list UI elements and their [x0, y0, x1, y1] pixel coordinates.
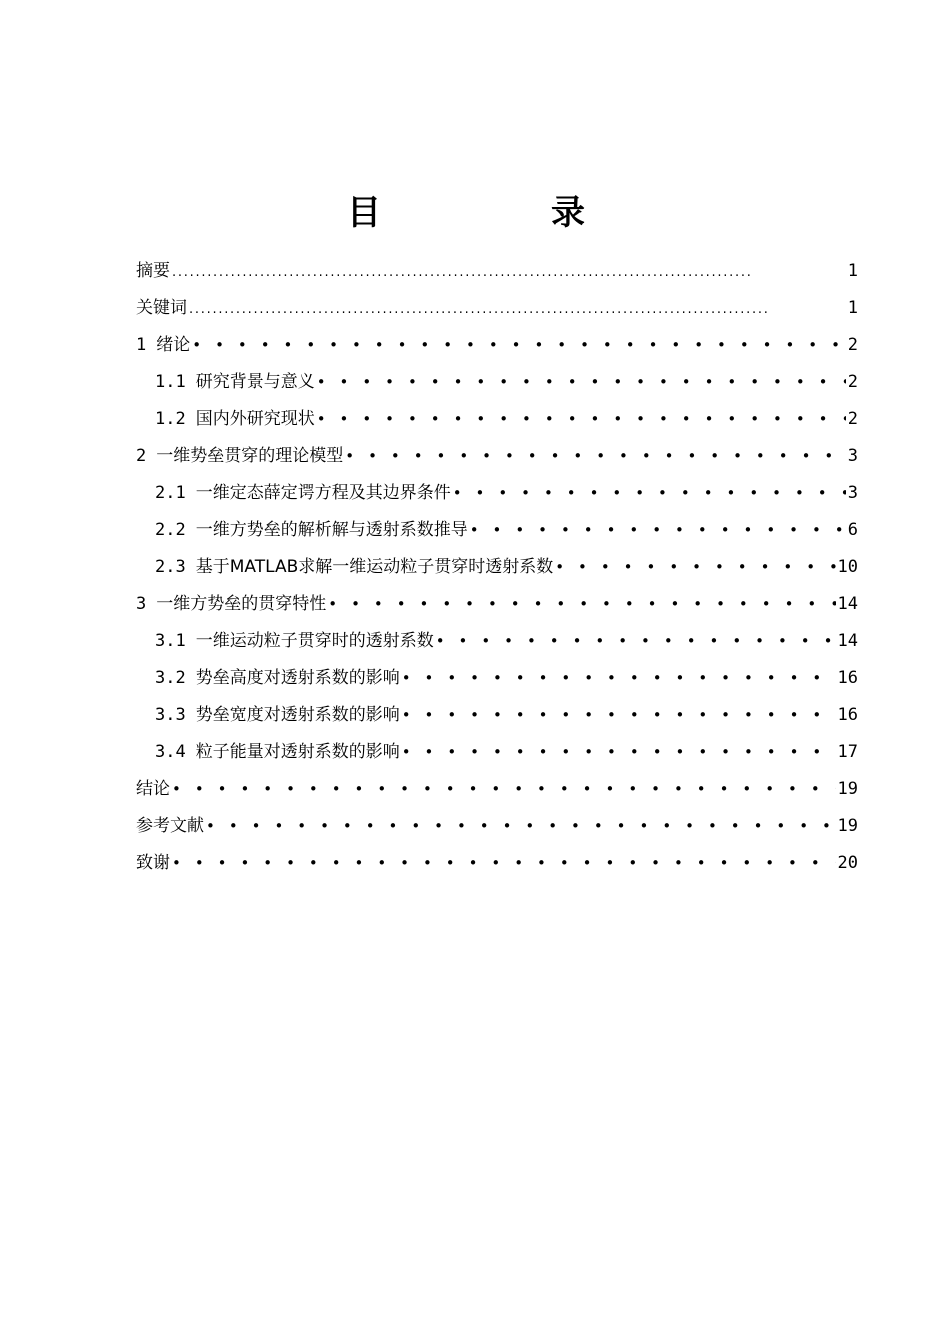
- toc-entry-title: 基于MATLAB求解一维运动粒子贯穿时透射系数: [195, 557, 554, 577]
- toc-entry-number: 2: [136, 446, 147, 466]
- toc-dot-leader: [436, 623, 836, 660]
- toc-entry-number: 2.1: [155, 483, 186, 503]
- toc-dot-leader: [172, 845, 836, 882]
- toc-entry[interactable]: [136, 734, 858, 771]
- toc-dot-leader: [345, 438, 846, 475]
- toc-entry-number: 1: [136, 335, 147, 355]
- toc-entry[interactable]: [136, 438, 858, 475]
- toc-dot-leader: [453, 475, 846, 512]
- toc-entry-number: 2.2: [155, 520, 186, 540]
- toc-page-number: 19: [837, 816, 858, 836]
- toc-entry-title: 一维运动粒子贯穿时的透射系数: [195, 631, 434, 651]
- toc-entry-title: 一维势垒贯穿的理论模型: [156, 446, 344, 466]
- toc-page-number: 3: [847, 446, 858, 466]
- toc-entry-title: 关键词: [136, 298, 187, 318]
- toc-dot-leader: [206, 808, 836, 845]
- toc-entry-title: 势垒高度对透射系数的影响: [195, 668, 400, 688]
- toc-entry-number: 3: [136, 594, 147, 614]
- toc-page-number: 1: [847, 261, 858, 281]
- toc-page-number: 16: [837, 705, 858, 725]
- toc-entry-title: 粒子能量对透射系数的影响: [195, 742, 400, 762]
- toc-entry[interactable]: [136, 512, 858, 549]
- toc-dot-leader: [402, 734, 836, 771]
- toc-page-number: 2: [847, 372, 858, 392]
- toc-entry[interactable]: [136, 845, 858, 882]
- toc-page-number: 14: [837, 594, 858, 614]
- toc-page-number: 10: [837, 557, 858, 577]
- toc-page-number: 17: [837, 742, 858, 762]
- toc-entry[interactable]: [136, 697, 858, 734]
- toc-entry-number: 3.4: [155, 742, 186, 762]
- toc-dot-leader: [470, 512, 846, 549]
- toc-page-number: 1: [847, 298, 858, 318]
- toc-entry[interactable]: [136, 549, 858, 586]
- toc-dot-leader: [189, 290, 846, 328]
- toc-entry[interactable]: [136, 327, 858, 364]
- toc-entry-title: 绪论: [156, 335, 191, 355]
- toc-entry-title: 研究背景与意义: [195, 372, 315, 392]
- toc-dot-leader: [555, 549, 835, 586]
- toc-dot-leader: [192, 327, 846, 364]
- toc-entry-number: 3.2: [155, 668, 186, 688]
- toc-page-number: 3: [847, 483, 858, 503]
- toc-page-number: 2: [847, 335, 858, 355]
- toc-entry-number: 3.3: [155, 705, 186, 725]
- toc-entry-number: 2.3: [155, 557, 186, 577]
- toc-page-number: 16: [837, 668, 858, 688]
- toc-entry-title: 一维方势垒的贯穿特性: [156, 594, 327, 614]
- toc-entry-title: 参考文献: [136, 816, 204, 836]
- toc-page-number: 2: [847, 409, 858, 429]
- toc-entry[interactable]: [136, 290, 858, 327]
- toc-entry[interactable]: [136, 623, 858, 660]
- toc-dot-leader: [172, 253, 846, 291]
- table-of-contents: [136, 253, 858, 882]
- toc-page-number: 19: [837, 779, 858, 799]
- toc-entry[interactable]: [136, 475, 858, 512]
- toc-entry[interactable]: [136, 808, 858, 845]
- toc-dot-leader: [328, 586, 835, 623]
- toc-page-number: 20: [837, 853, 858, 873]
- toc-entry[interactable]: [136, 771, 858, 808]
- toc-title: 目 录: [347, 193, 653, 233]
- toc-entry[interactable]: [136, 586, 858, 623]
- toc-entry-title: 一维定态薛定谔方程及其边界条件: [195, 483, 451, 503]
- toc-entry-title: 致谢: [136, 853, 170, 873]
- toc-entry-title: 结论: [136, 779, 170, 799]
- toc-entry-number: 1.2: [155, 409, 186, 429]
- toc-dot-leader: [317, 364, 846, 401]
- toc-dot-leader: [402, 660, 836, 697]
- toc-dot-leader: [317, 401, 846, 438]
- toc-entry[interactable]: [136, 660, 858, 697]
- toc-entry[interactable]: [136, 253, 858, 290]
- toc-dot-leader: [172, 771, 836, 808]
- toc-entry[interactable]: [136, 364, 858, 401]
- toc-entry-number: 3.1: [155, 631, 186, 651]
- toc-entry-title: 一维方势垒的解析解与透射系数推导: [195, 520, 468, 540]
- toc-entry-title: 国内外研究现状: [195, 409, 315, 429]
- toc-page-number: 14: [837, 631, 858, 651]
- toc-entry[interactable]: [136, 401, 858, 438]
- toc-entry-number: 1.1: [155, 372, 186, 392]
- toc-dot-leader: [402, 697, 836, 734]
- toc-page-number: 6: [847, 520, 858, 540]
- toc-entry-title: 势垒宽度对透射系数的影响: [195, 705, 400, 725]
- toc-entry-title: 摘要: [136, 261, 170, 281]
